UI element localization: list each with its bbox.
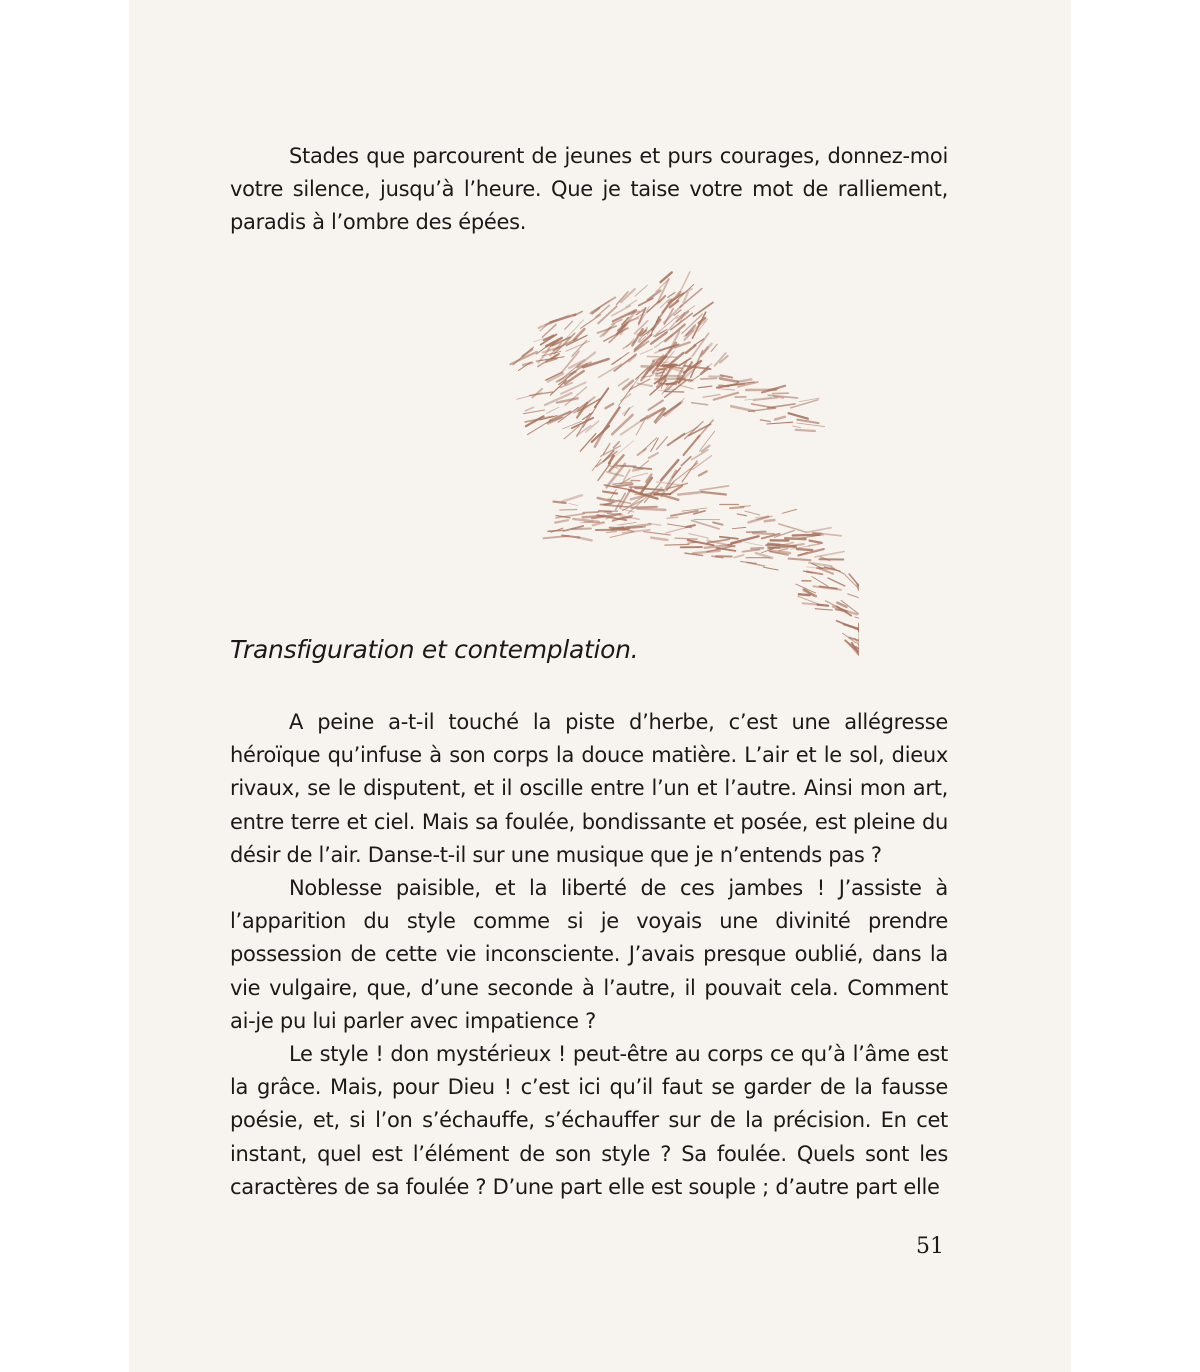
sketch-stroke xyxy=(606,404,614,408)
sketch-stroke xyxy=(714,393,738,400)
sketch-stroke xyxy=(743,550,760,552)
sketch-stroke xyxy=(775,417,785,420)
body-text xyxy=(230,706,948,1204)
sketch-stroke xyxy=(616,466,635,467)
sketch-stroke xyxy=(689,534,708,539)
sketch-stroke xyxy=(785,538,805,539)
sketch-stroke xyxy=(684,436,700,455)
running-figure-illustration xyxy=(459,268,859,668)
sketch-stroke xyxy=(639,298,653,305)
sketch-stroke xyxy=(701,378,717,379)
sketch-stroke xyxy=(828,578,845,586)
sketch-stroke xyxy=(546,316,569,325)
sketch-stroke xyxy=(635,488,663,490)
sketch-stroke xyxy=(797,423,825,427)
sketch-stroke xyxy=(844,624,859,629)
sketch-stroke xyxy=(745,511,760,515)
sketch-stroke xyxy=(562,352,579,373)
sketch-stroke xyxy=(693,551,720,554)
sketch-stroke xyxy=(703,395,720,398)
sketch-stroke xyxy=(807,528,831,533)
sketch-stroke xyxy=(678,492,700,494)
sketch-stroke xyxy=(738,379,752,382)
sketch-stroke xyxy=(580,434,596,452)
sketch-stroke xyxy=(668,434,685,445)
sketch-stroke xyxy=(633,469,643,471)
sketch-stroke xyxy=(581,315,601,329)
sketch-stroke xyxy=(631,507,657,508)
sketch-stroke xyxy=(636,416,647,435)
sketch-stroke xyxy=(688,542,696,543)
sketch-stroke xyxy=(799,594,810,595)
sketch-stroke xyxy=(621,289,635,302)
body-paragraph: A peine a-t-il touché la piste d’herbe, c’est une allégresse héroïque qu’infuse à son corps la douce matière. L’air et le sol, dieux rivaux, se le disputent, et il oscille entre l’un et l’autre. Ainsi mon art, entre terre et ciel. Mais sa foulée, bondissante et posée, est pleine du désir de l’air. Danse-t-il sur une musique que je n’entends pas ? xyxy=(230,710,948,867)
sketch-stroke xyxy=(796,430,815,431)
sketch-stroke xyxy=(815,609,832,610)
sketch-stroke xyxy=(612,415,632,434)
sketch-stroke xyxy=(765,520,775,521)
sketch-stroke xyxy=(815,552,844,557)
sketch-stroke xyxy=(565,321,573,329)
sketch-stroke xyxy=(574,329,585,340)
sketch-stroke xyxy=(592,426,609,442)
sketch-stroke xyxy=(764,567,778,570)
intro-text xyxy=(230,140,948,240)
sketch-stroke xyxy=(681,457,691,466)
page-number: 51 xyxy=(916,1234,944,1259)
sketch-stroke xyxy=(682,461,697,482)
sketch-stroke xyxy=(694,302,714,316)
sketch-stroke xyxy=(782,509,796,513)
sketch-stroke xyxy=(679,385,694,389)
sketch-stroke xyxy=(698,386,712,388)
sketch-stroke xyxy=(720,379,738,382)
sketch-stroke xyxy=(747,532,766,533)
sketch-stroke xyxy=(810,541,822,543)
sketch-stroke xyxy=(769,546,796,548)
body-paragraph: Le style ! don mystérieux ! peut-être au corps ce qu’à l’âme est la grâce. Mais, pour Dieu ! c’est ici qu’il faut se garder de la fausse poésie, et, si l’on s’échauffe, s’échauffer sur de la précision. En cet instant, quel est l’élément de son style ? Sa foulée. Quels sont les caractères de sa foulée ? D’une part elle est souple ; d’autre part elle xyxy=(230,1042,948,1199)
sketch-stroke xyxy=(651,538,667,540)
sketch-stroke xyxy=(730,507,744,508)
sketch-stroke xyxy=(618,522,637,525)
sketch-stroke xyxy=(793,535,820,536)
sketch-stroke xyxy=(566,320,583,339)
sketch-stroke xyxy=(619,386,633,406)
sketch-stroke xyxy=(604,511,617,512)
sketch-stroke xyxy=(702,492,726,495)
sketch-stroke xyxy=(855,617,859,618)
sketch-stroke xyxy=(543,536,568,538)
sketch-stroke xyxy=(719,389,735,390)
sketch-stroke xyxy=(649,453,658,458)
sketch-stroke xyxy=(761,420,771,422)
sketch-stroke xyxy=(586,421,599,432)
body-paragraph: Noblesse paisible, et la liberté de ces jambes ! J’assiste à l’apparition du style comme si je voyais une divinité prendre possession de cette vie inconsciente. J’avais presque oublié, dans la vie vulgaire, que, d’une seconde à l’autre, il pouvait cela. Comment ai-je pu lui parler avec impatience ? xyxy=(230,876,948,1033)
sketch-stroke xyxy=(732,527,745,528)
sketch-stroke xyxy=(555,520,568,522)
sketch-stroke xyxy=(699,471,707,475)
sketch-stroke xyxy=(648,291,661,300)
sketch-stroke xyxy=(848,594,859,598)
sketch-stroke xyxy=(767,422,793,424)
sketch-stroke xyxy=(603,504,611,505)
sketch-stroke xyxy=(547,407,559,413)
sketch-stroke xyxy=(797,549,812,550)
sketch-stroke xyxy=(680,289,702,308)
sketch-stroke xyxy=(692,403,708,405)
sketch-stroke xyxy=(606,532,616,533)
sketch-stroke xyxy=(614,354,636,371)
sketch-stroke xyxy=(713,522,722,524)
sketch-stroke xyxy=(769,389,778,390)
sketch-stroke xyxy=(675,538,697,539)
sketch-stroke xyxy=(638,449,646,455)
sketch-stroke xyxy=(711,344,717,351)
book-page xyxy=(129,0,1071,1372)
sketch-stroke xyxy=(731,406,754,411)
sketch-stroke xyxy=(647,357,677,358)
sketch-stroke xyxy=(797,420,818,424)
sketch-stroke xyxy=(818,605,829,606)
sketch-stroke xyxy=(612,358,621,364)
sketch-stroke xyxy=(569,504,578,506)
sketch-stroke xyxy=(523,363,532,365)
sketch-stroke xyxy=(638,509,666,510)
sketch-stroke xyxy=(668,293,675,298)
sketch-stroke xyxy=(667,517,678,518)
sketch-stroke xyxy=(610,489,617,500)
sketch-stroke xyxy=(562,495,582,502)
sketch-stroke xyxy=(627,524,650,527)
sketch-stroke xyxy=(635,285,648,296)
sketch-stroke xyxy=(665,544,689,545)
sketch-stroke xyxy=(560,510,577,511)
sketch-stroke xyxy=(640,349,652,354)
sketch-stroke xyxy=(751,548,763,549)
sketch-stroke xyxy=(753,533,774,534)
sketch-stroke xyxy=(641,362,654,381)
intro-paragraph: Stades que parcourent de jeunes et purs courages, donnez-moi votre silence, jusqu’à l’heure. Que je taise votre mot de ralliement, paradis à l’ombre des épées. xyxy=(230,144,948,235)
sketch-stroke xyxy=(649,401,663,410)
sketch-stroke xyxy=(812,577,828,587)
sketch-stroke xyxy=(573,519,599,522)
sketch-stroke xyxy=(526,407,534,410)
sketch-stroke xyxy=(789,413,808,419)
sketch-stroke xyxy=(745,542,763,546)
sketch-stroke xyxy=(809,544,820,546)
sketch-stroke xyxy=(737,514,746,516)
sketch-stroke xyxy=(809,563,832,567)
sketch-stroke xyxy=(583,516,605,518)
sketch-stroke xyxy=(599,364,621,377)
sketch-stroke xyxy=(583,512,598,513)
sketch-stroke xyxy=(789,559,811,561)
sketch-stroke xyxy=(632,473,648,477)
sketch-stroke xyxy=(700,486,729,490)
sketch-stroke xyxy=(734,555,744,558)
sketch-stroke xyxy=(572,529,591,530)
sketch-stroke xyxy=(675,398,684,408)
sketch-stroke xyxy=(793,426,801,428)
sketch-stroke xyxy=(779,549,788,551)
sketch-stroke xyxy=(578,537,592,540)
sketch-stroke xyxy=(626,300,636,307)
section-heading: Transfiguration et contemplation. xyxy=(230,635,639,664)
